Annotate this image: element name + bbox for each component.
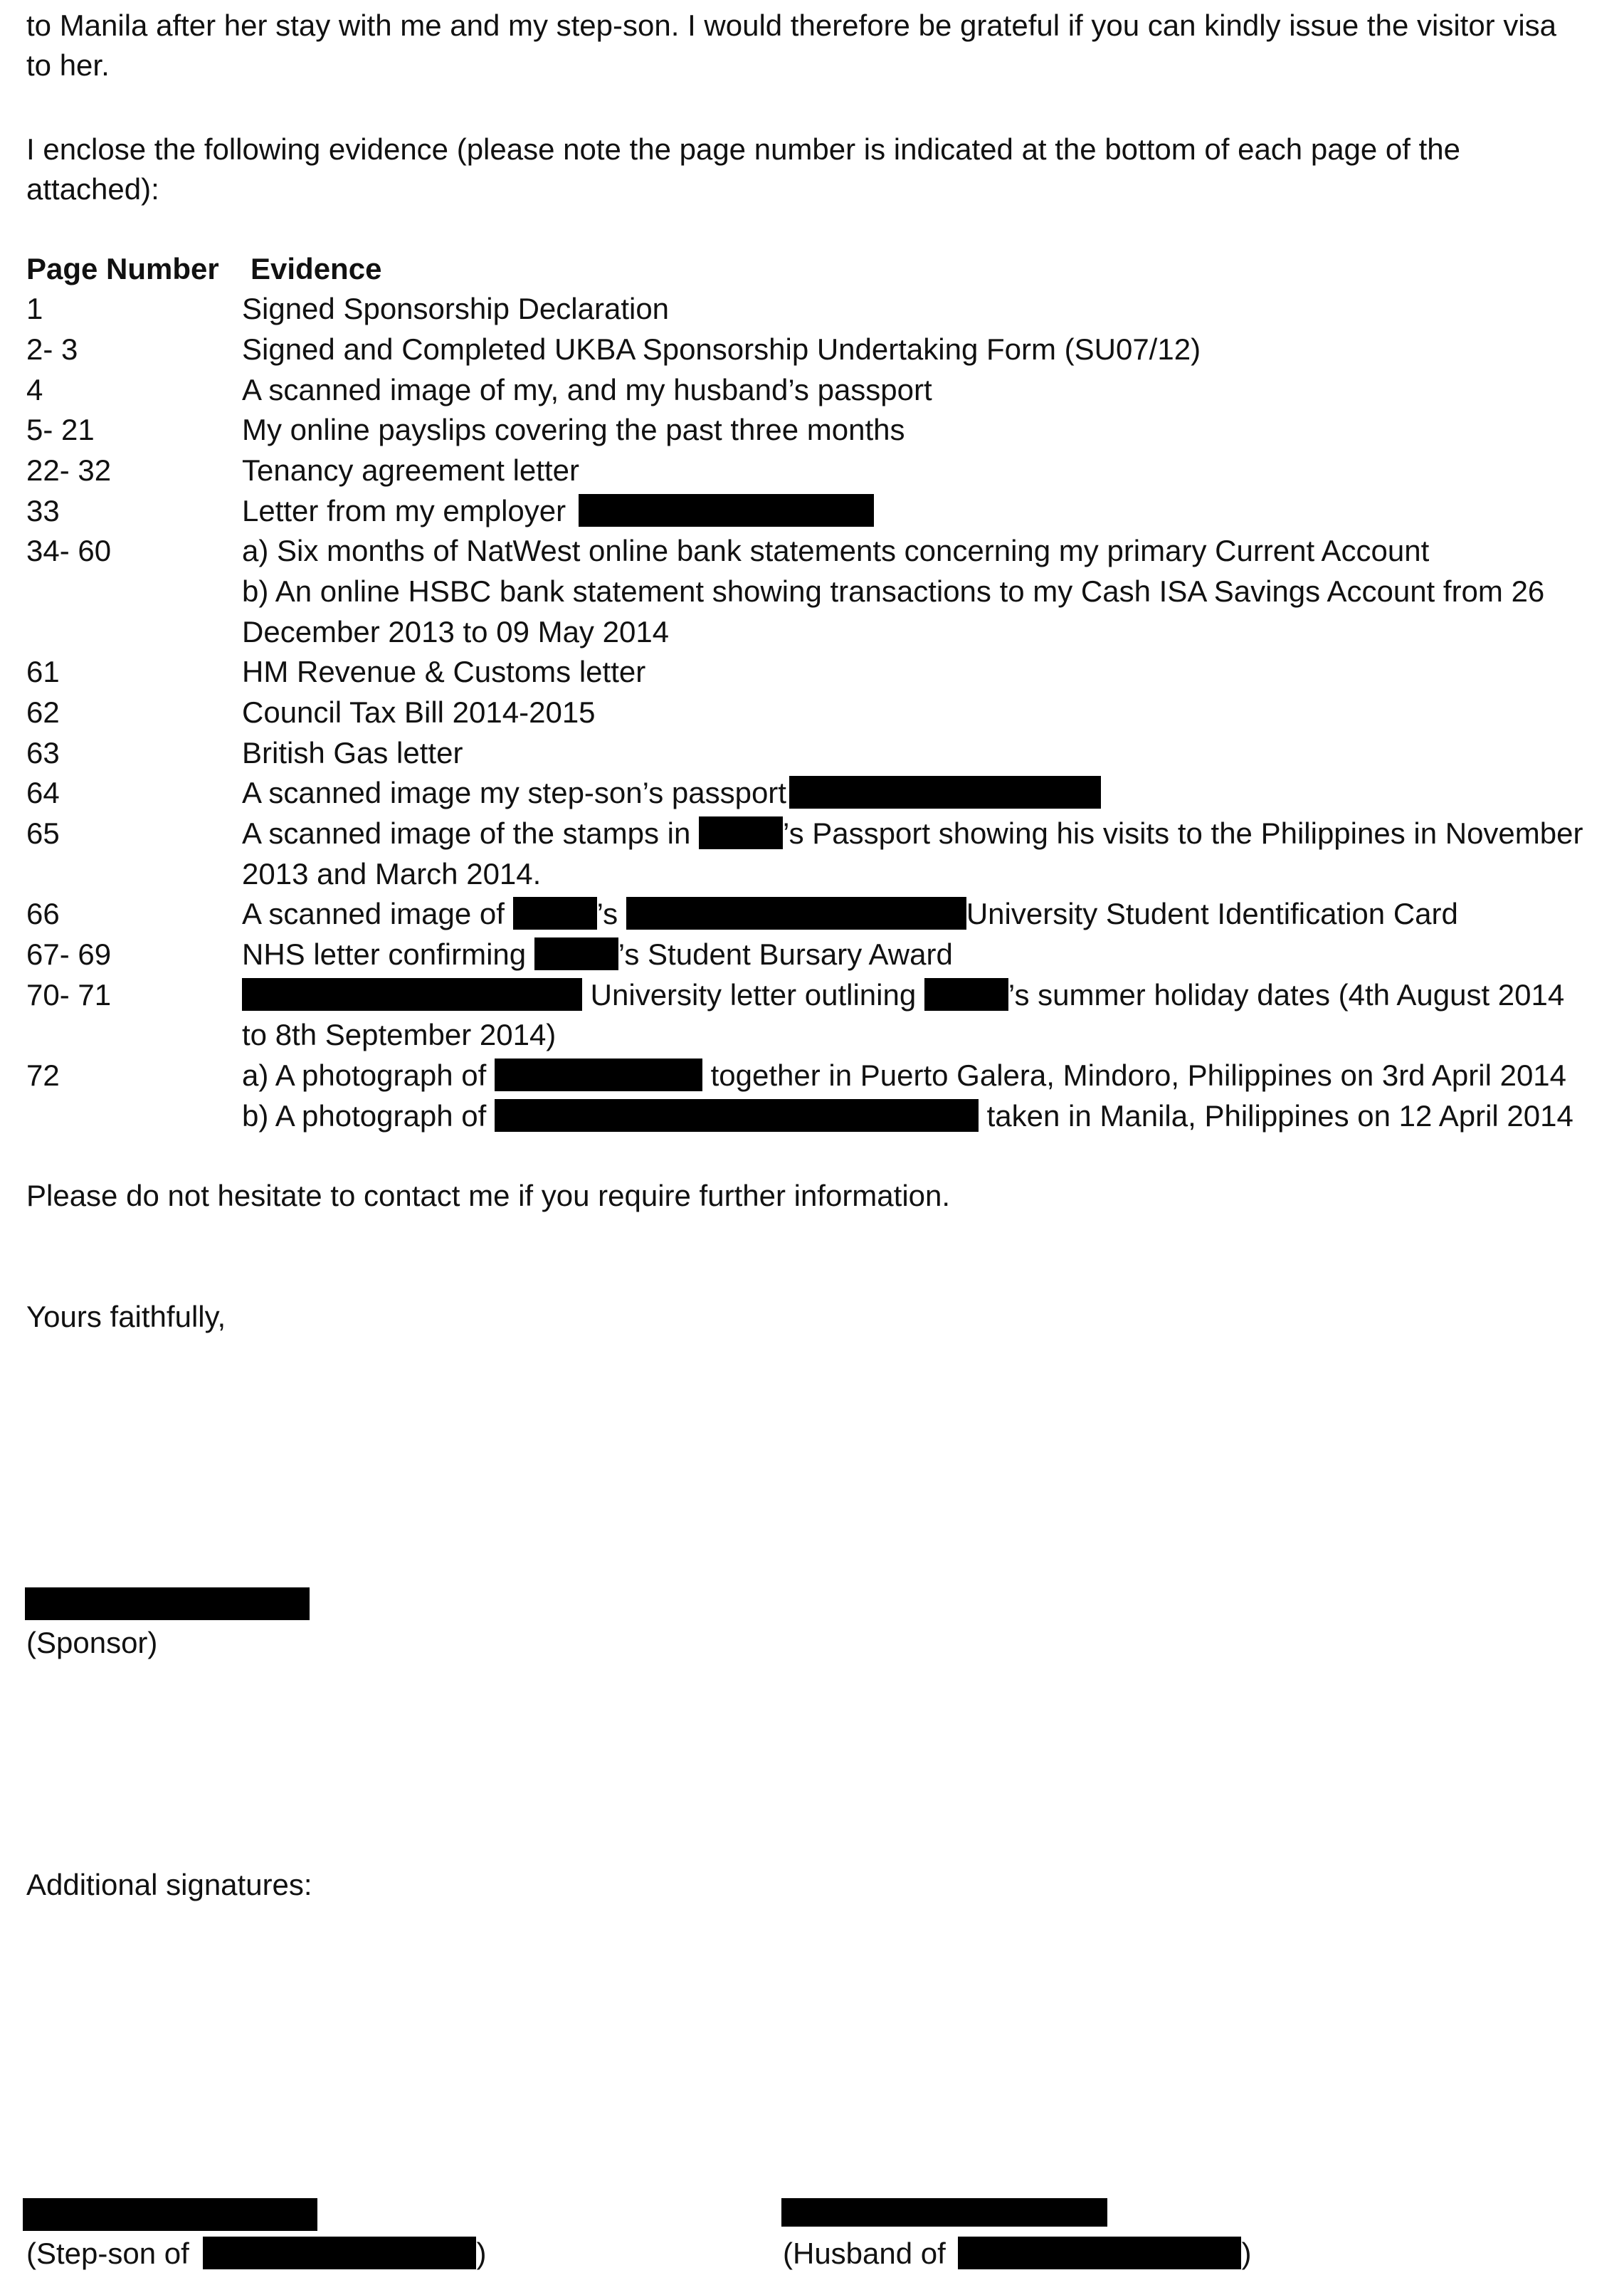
redaction-bar bbox=[495, 1099, 979, 1132]
salutation: Yours faithfully, bbox=[26, 1300, 226, 1333]
table-row-page: 62 bbox=[26, 695, 60, 729]
stepson-label bbox=[26, 2234, 486, 2274]
husband-name-redaction bbox=[781, 2198, 1107, 2227]
redaction-bar bbox=[626, 897, 966, 930]
redaction-bar bbox=[699, 816, 783, 849]
husband-label-suffix: ) bbox=[1241, 2237, 1252, 2270]
table-row-evidence: 2013 and March 2014. bbox=[242, 857, 542, 891]
table-row-page: 33 bbox=[26, 494, 60, 527]
redaction-bar bbox=[242, 978, 582, 1011]
intro-line-2: to her. bbox=[26, 48, 110, 82]
evidence-text: ’s Student Bursary Award bbox=[618, 937, 953, 971]
redaction-bar bbox=[203, 2237, 476, 2269]
evidence-text: A scanned image of bbox=[242, 897, 505, 930]
husband-label bbox=[783, 2234, 1251, 2274]
evidence-text: A scanned image my step-son’s passport bbox=[242, 776, 786, 809]
table-row-page: 1 bbox=[26, 292, 43, 325]
table-row-page: 2- 3 bbox=[26, 332, 78, 366]
table-row-evidence bbox=[242, 1056, 1566, 1096]
table-header-page-number: Page Number bbox=[26, 252, 219, 285]
table-row-evidence: A scanned image of my, and my husband’s passport bbox=[242, 373, 932, 406]
evidence-text: NHS letter confirming bbox=[242, 937, 527, 971]
redaction-bar bbox=[924, 978, 1008, 1011]
table-row-evidence bbox=[242, 975, 1564, 1015]
redaction-bar bbox=[579, 494, 874, 527]
stepson-label-prefix: (Step-son of bbox=[26, 2237, 189, 2270]
evidence-text: A scanned image of the stamps in bbox=[242, 816, 691, 850]
table-row-evidence: My online payslips covering the past three months bbox=[242, 413, 905, 446]
evidence-text: together in Puerto Galera, Mindoro, Philippines on 3rd April 2014 bbox=[710, 1059, 1567, 1092]
sponsor-name-redaction bbox=[25, 1587, 310, 1620]
enclose-line-1: I enclose the following evidence (please note the page number is indicated at the bottom of each page of the bbox=[26, 132, 1461, 166]
stepson-name-redaction bbox=[23, 2198, 317, 2231]
table-row-page: 22- 32 bbox=[26, 453, 112, 487]
table-row-page: 64 bbox=[26, 776, 60, 809]
redaction-bar bbox=[789, 776, 1101, 809]
additional-signatures-heading: Additional signatures: bbox=[26, 1868, 312, 1901]
stepson-label-suffix: ) bbox=[476, 2237, 487, 2270]
redaction-bar bbox=[534, 937, 618, 970]
table-row-page: 34- 60 bbox=[26, 534, 112, 567]
evidence-text: University Student Identification Card bbox=[966, 897, 1458, 930]
table-row-page: 70- 71 bbox=[26, 978, 112, 1012]
table-row-evidence bbox=[242, 894, 1458, 934]
table-row-evidence bbox=[242, 1096, 1573, 1136]
table-row-evidence bbox=[242, 814, 1583, 853]
evidence-text: a) A photograph of bbox=[242, 1059, 487, 1092]
table-row-page: 5- 21 bbox=[26, 413, 95, 446]
redaction-bar bbox=[513, 897, 597, 930]
table-row-page: 66 bbox=[26, 897, 60, 930]
table-row-evidence: December 2013 to 09 May 2014 bbox=[242, 615, 670, 648]
evidence-text: ’s summer holiday dates (4th August 2014 bbox=[1008, 978, 1565, 1012]
table-row-evidence: British Gas letter bbox=[242, 736, 463, 769]
table-row-page: 65 bbox=[26, 816, 60, 850]
table-row-evidence: a) Six months of NatWest online bank statements concerning my primary Current Account bbox=[242, 534, 1430, 567]
table-row-evidence: to 8th September 2014) bbox=[242, 1018, 557, 1051]
table-row-page: 63 bbox=[26, 736, 60, 769]
redaction-bar bbox=[495, 1059, 702, 1091]
evidence-text: ’s Passport showing his visits to the Philippines in November bbox=[783, 816, 1583, 850]
table-row-evidence bbox=[242, 935, 953, 975]
table-row-page: 4 bbox=[26, 373, 43, 406]
husband-label-prefix: (Husband of bbox=[783, 2237, 946, 2270]
table-row-page: 72 bbox=[26, 1059, 60, 1092]
evidence-text: University letter outlining bbox=[590, 978, 917, 1012]
table-row-page: 67- 69 bbox=[26, 937, 112, 971]
table-row-evidence: Signed and Completed UKBA Sponsorship Undertaking Form (SU07/12) bbox=[242, 332, 1201, 366]
table-row-evidence: Signed Sponsorship Declaration bbox=[242, 292, 670, 325]
closing-note: Please do not hesitate to contact me if you require further information. bbox=[26, 1179, 951, 1212]
evidence-text: taken in Manila, Philippines on 12 April 2014 bbox=[986, 1099, 1573, 1133]
table-row-evidence: b) An online HSBC bank statement showing transactions to my Cash ISA Savings Account from 26 bbox=[242, 574, 1545, 608]
enclose-line-2: attached): bbox=[26, 172, 159, 206]
table-row-evidence: HM Revenue & Customs letter bbox=[242, 655, 646, 688]
evidence-text: Letter from my employer bbox=[242, 494, 566, 527]
table-row-evidence: Tenancy agreement letter bbox=[242, 453, 579, 487]
sponsor-label: (Sponsor) bbox=[26, 1626, 158, 1659]
intro-line-1: to Manila after her stay with me and my step-son. I would therefore be grateful if you can kindly issue the visitor visa bbox=[26, 9, 1557, 42]
evidence-text: b) A photograph of bbox=[242, 1099, 487, 1133]
table-row-evidence bbox=[242, 491, 874, 531]
redaction-bar bbox=[958, 2237, 1241, 2269]
table-row-evidence bbox=[242, 773, 1101, 813]
table-row-page: 61 bbox=[26, 655, 60, 688]
table-header-evidence: Evidence bbox=[251, 252, 382, 285]
evidence-text: ’s bbox=[596, 897, 618, 930]
table-row-evidence: Council Tax Bill 2014-2015 bbox=[242, 695, 596, 729]
